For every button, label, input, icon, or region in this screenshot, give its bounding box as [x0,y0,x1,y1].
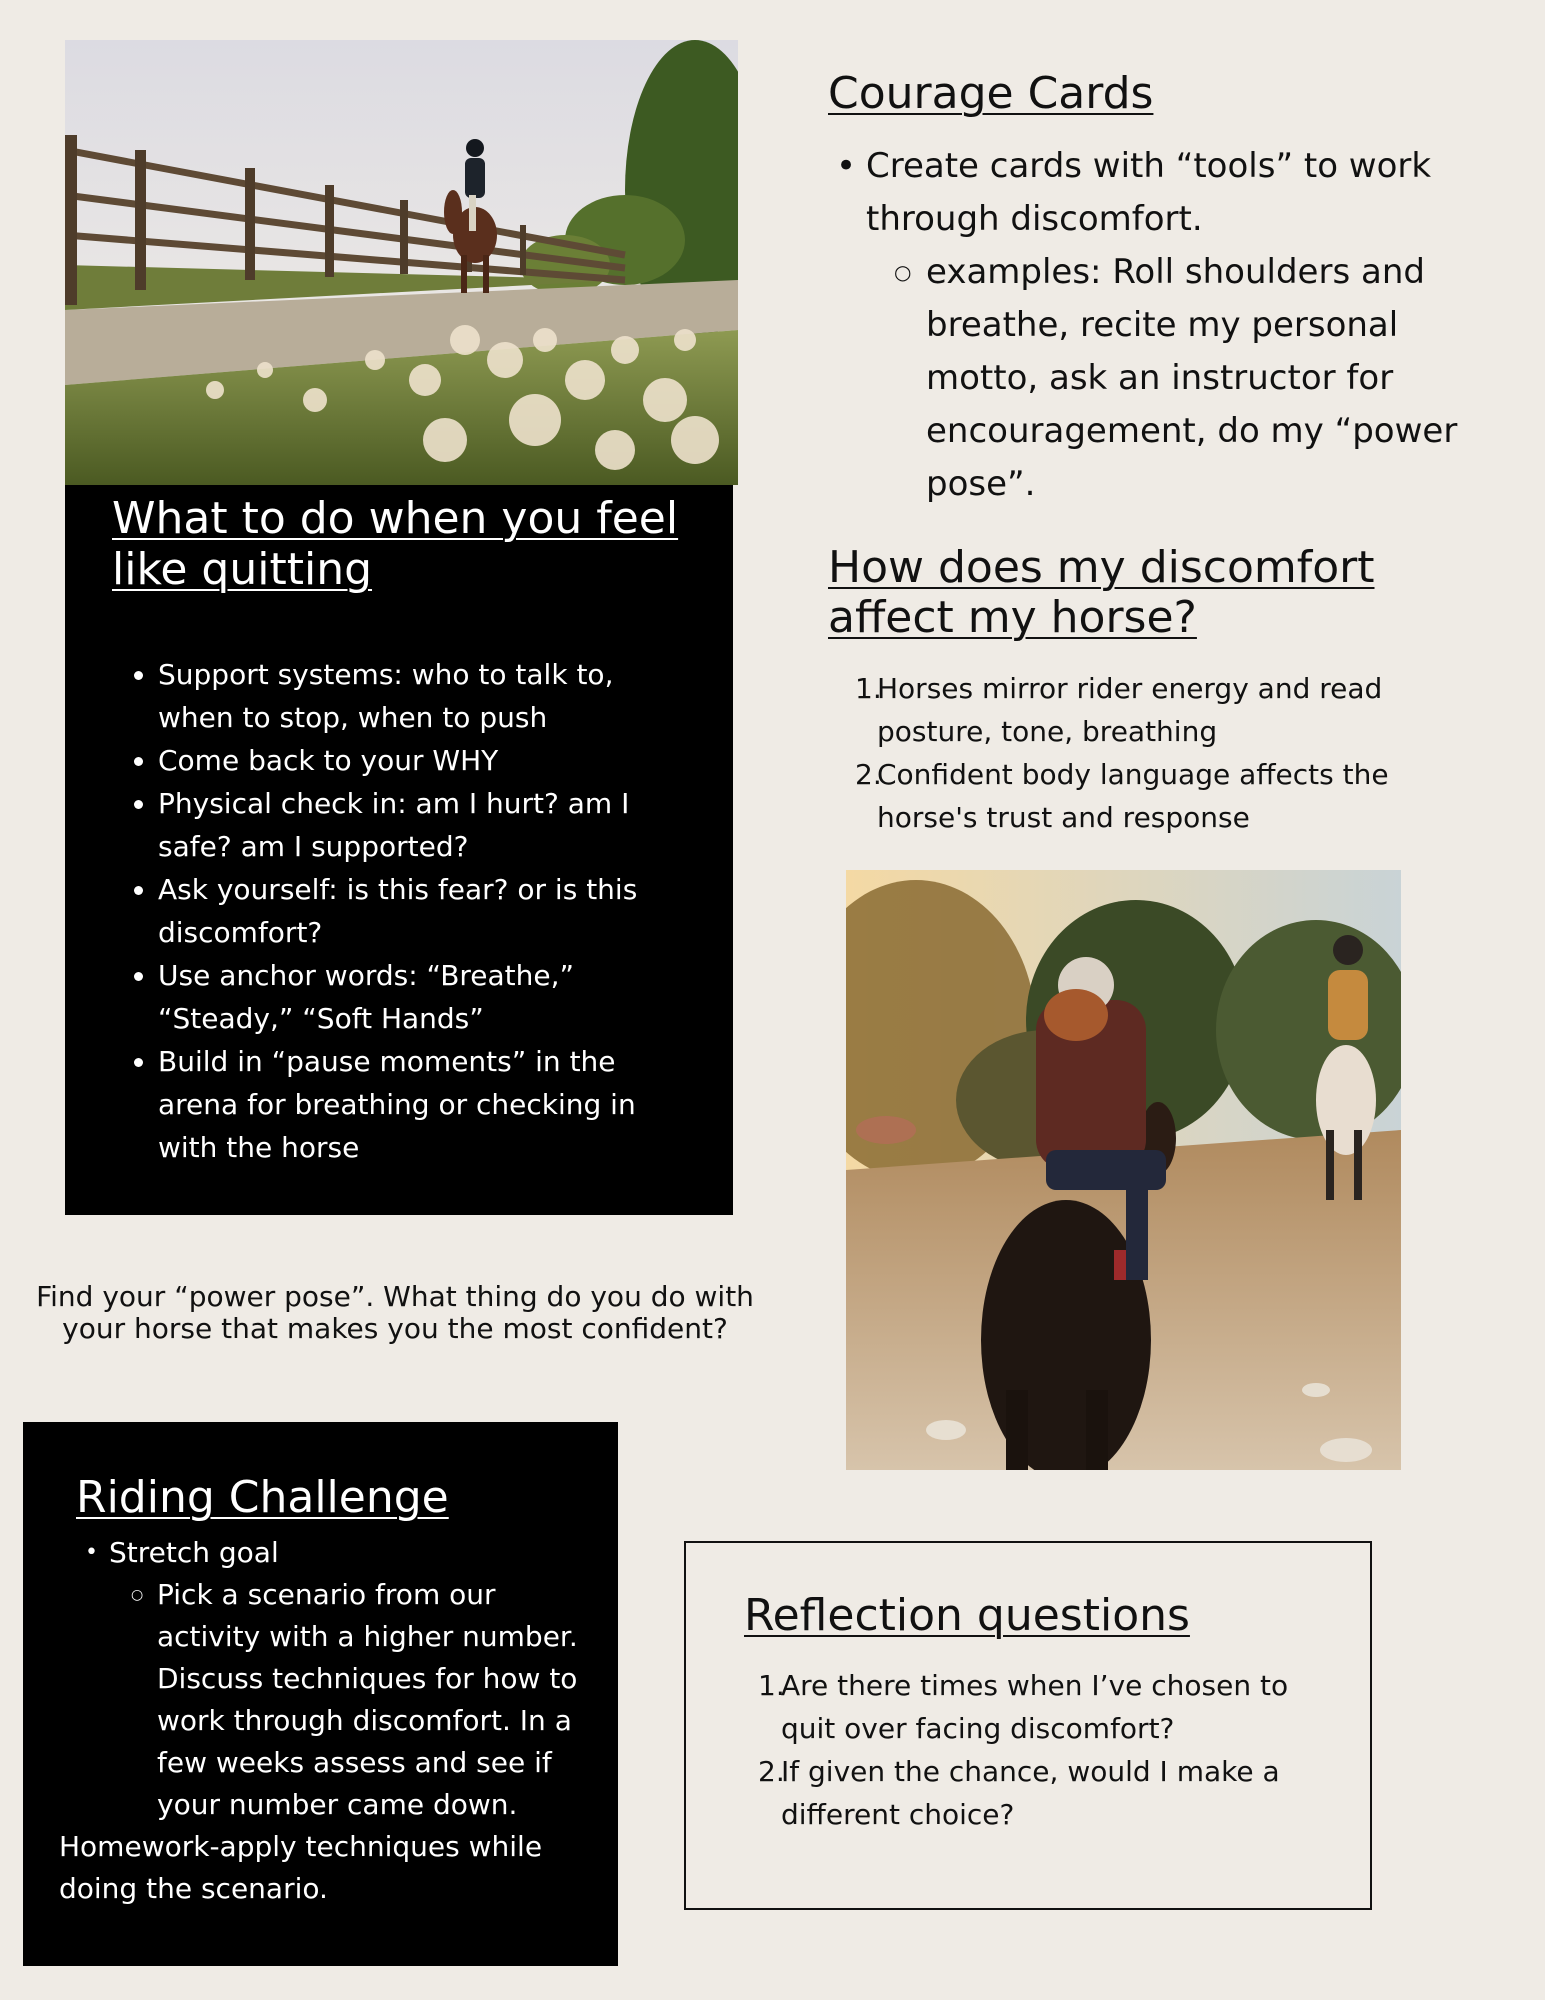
riding-challenge-section [23,1422,618,1966]
courage-cards-item [836,140,1488,511]
list-text: Horses mirror rider energy and read posture, tone, breathing [877,672,1383,748]
quit-list-item: • Physical check in: am I hurt? am I safe? am I supported? [158,782,693,868]
horse-discomfort-item [828,753,1468,839]
horse-rider-fence-photo-icon [65,40,738,485]
horse-discomfort-item [828,667,1468,753]
list-number: 2. [855,758,882,791]
reflection-list [744,1664,1330,1836]
courage-cards-title: Courage Cards [828,68,1154,119]
courage-cards-sublist [866,246,1488,511]
quit-list-item: • Build in “pause moments” in the arena for breathing or checking in with the horse [158,1040,693,1169]
quit-list-item: • Ask yourself: is this fear? or is this discomfort? [158,868,693,954]
list-text: Confident body language affects the horse's trust and response [877,758,1389,834]
list-number: 2. [758,1755,785,1788]
riding-challenge-sublist [109,1574,598,1826]
trail-riders-photo-icon [846,870,1401,1470]
reflection-item [744,1664,1330,1750]
courage-cards-item-text: Create cards with “tools” to work through discomfort. [866,146,1432,239]
horse-rider-photo [65,40,738,485]
reflection-item [744,1750,1330,1836]
reflection-section [684,1541,1372,1910]
riding-challenge-list [59,1532,598,1826]
riding-challenge-item-text: Stretch goal [109,1536,279,1569]
courage-cards-section [828,66,1488,511]
quit-section [65,485,733,1215]
courage-cards-list [828,140,1488,511]
quit-section-title: What to do when you feel like quitting [112,493,679,595]
horse-discomfort-list [828,667,1468,839]
riding-challenge-sub-item: ○ Pick a scenario from our activity with a higher number. Discuss techniques for how to work through discomfort. In a few weeks assess and see if your number came down. [157,1574,598,1826]
riding-challenge-title: Riding Challenge [76,1472,449,1523]
riding-challenge-homework: Homework-apply techniques while doing the scenario. [59,1830,543,1905]
riding-challenge-item [109,1532,598,1826]
list-number: 1. [758,1669,785,1702]
trail-riders-photo [846,870,1401,1470]
horse-discomfort-section [828,543,1468,839]
list-number: 1. [855,672,882,705]
quit-list-item: • Use anchor words: “Breathe,” “Steady,” “Soft Hands” [158,954,693,1040]
quit-list-item: • Support systems: who to talk to, when to stop, when to push [158,653,693,739]
quit-list-item: • Come back to your WHY [158,739,693,782]
power-pose-prompt: Find your “power pose”. What thing do you do with your horse that makes you the most confident? [36,1280,754,1345]
horse-discomfort-title: How does my discomfort affect my horse? [828,542,1375,643]
list-text: Are there times when I’ve chosen to quit over facing discomfort? [781,1669,1289,1745]
courage-cards-sub-item: ○ examples: Roll shoulders and breathe, recite my personal motto, ask an instructor for encouragement, do my “power pose”. [926,246,1488,511]
riding-challenge-body [59,1532,598,1910]
list-text: If given the chance, would I make a different choice? [781,1755,1280,1831]
quit-section-list [112,653,693,1169]
reflection-title: Reflection questions [744,1590,1190,1641]
